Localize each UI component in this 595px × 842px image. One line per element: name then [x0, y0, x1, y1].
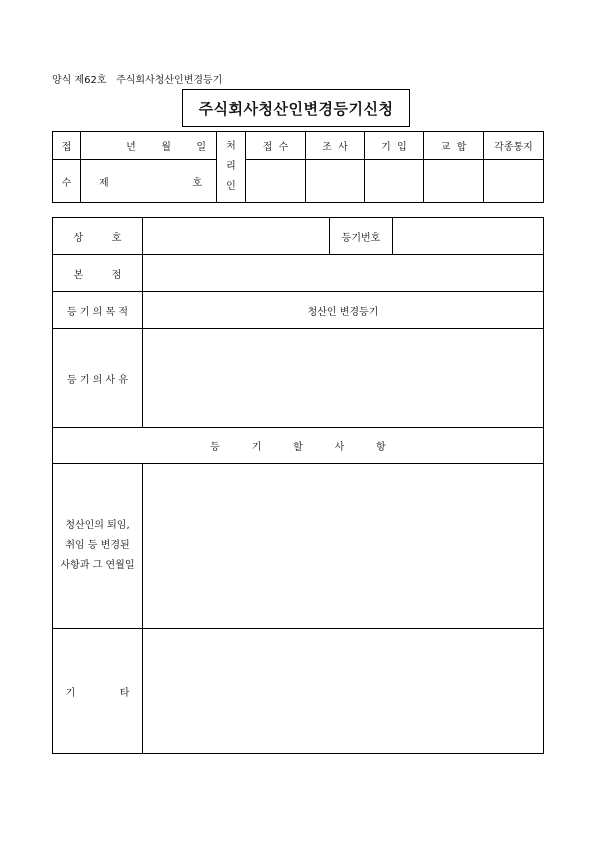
other-field[interactable] — [143, 629, 544, 754]
registration-number-label: 등기번호 — [330, 218, 393, 255]
cause-field[interactable] — [143, 329, 544, 428]
receipt-no-ho: 호 — [192, 178, 202, 189]
receipt-number-field[interactable] — [81, 160, 217, 203]
cell-gyohap-stamp[interactable] — [424, 160, 484, 203]
receipt-date-field[interactable] — [81, 132, 217, 160]
cause-label: 등 기 의 사 유 — [53, 329, 143, 428]
cell-giip-stamp[interactable] — [365, 160, 424, 203]
other-label: 기 타 — [53, 629, 143, 754]
head-office-field[interactable] — [143, 255, 544, 292]
col-giip: 기 입 — [365, 132, 424, 160]
receipt-jeop-label: 접 — [53, 132, 81, 160]
purpose-label: 등 기 의 목 적 — [53, 292, 143, 329]
processor-label: 처 리 인 — [217, 132, 246, 203]
head-office-label: 본 점 — [53, 255, 143, 292]
form-number: 양식 제62호 주식회사청산인변경등기 — [52, 75, 223, 86]
change-label: 청산인의 퇴임, 취임 등 변경된 사항과 그 연월일 — [53, 464, 143, 629]
company-name-label: 상 호 — [53, 218, 143, 255]
col-gyohap: 교 합 — [424, 132, 484, 160]
receipt-date-label: 년 월 일 — [126, 142, 206, 153]
cell-josa-stamp[interactable] — [306, 160, 365, 203]
purpose-value[interactable]: 청산인 변경등기 — [143, 292, 544, 329]
col-josa: 조 사 — [306, 132, 365, 160]
change-field[interactable] — [143, 464, 544, 629]
receipt-no-je: 제 — [99, 178, 109, 189]
form-title: 주식회사청산인변경등기신청 — [182, 89, 410, 127]
cell-notice-stamp[interactable] — [484, 160, 544, 203]
cell-jeopsu-stamp[interactable] — [246, 160, 306, 203]
receipt-table — [52, 131, 544, 203]
company-name-field[interactable] — [143, 218, 330, 255]
application-table — [52, 217, 544, 754]
col-jeopsu: 접 수 — [246, 132, 306, 160]
receipt-su-label: 수 — [53, 160, 81, 203]
col-notice: 각종통지 — [484, 132, 544, 160]
registration-number-field[interactable] — [393, 218, 544, 255]
matters-header: 등 기 할 사 항 — [53, 428, 544, 464]
